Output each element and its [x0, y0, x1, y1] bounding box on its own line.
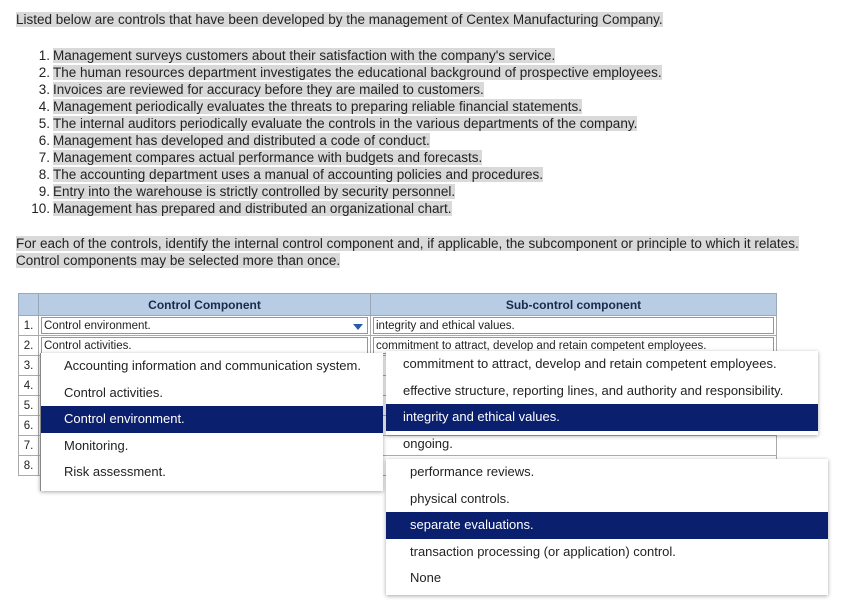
- subcomponent-select-box[interactable]: commitment to attract, develop and retain competent employees.: [373, 337, 774, 354]
- subcomponent-dropdown-menu: [386, 351, 818, 451]
- dropdown-option[interactable]: ongoing.: [403, 435, 453, 451]
- list-item: 5. The internal auditors periodically evaluate the controls in the various departments of the company.: [38, 116, 638, 131]
- row-number: 4.: [19, 376, 39, 396]
- instructions: For each of the controls, identify the internal control component and, if applicable, the subcomponent or principle to which it relates. Control components may be selected more than once.: [16, 236, 799, 268]
- list-item: 9. Entry into the warehouse is strictly controlled by security personnel.: [38, 184, 456, 199]
- list-item: 8. The accounting department uses a manual of accounting policies and procedures.: [38, 167, 544, 182]
- chevron-down-icon[interactable]: [353, 324, 363, 330]
- component-select-box[interactable]: Control environment.: [41, 317, 368, 334]
- component-dropdown-menu: [40, 353, 383, 491]
- table-row: [19, 316, 777, 336]
- list-item: 7. Management compares actual performance with budgets and forecasts.: [38, 150, 483, 165]
- dropdown-option[interactable]: transaction processing (or application) control.: [410, 543, 676, 559]
- dropdown-option[interactable]: effective structure, reporting lines, and authority and responsibility.: [403, 382, 784, 398]
- component-select-box[interactable]: Control activities.: [41, 337, 368, 354]
- list-item: 6. Management has developed and distributed a code of conduct.: [38, 133, 430, 148]
- subcomponent-dropdown-menu-2: [386, 459, 828, 595]
- row-number: 6.: [19, 416, 39, 436]
- table-header-row: [19, 294, 777, 316]
- component-select[interactable]: [39, 316, 371, 336]
- row-number: 5.: [19, 396, 39, 416]
- row-number: 2.: [19, 336, 39, 356]
- column-header-component: Control Component: [39, 294, 371, 316]
- dropdown-option[interactable]: Control activities.: [64, 384, 163, 400]
- list-item: 3. Invoices are reviewed for accuracy before they are mailed to customers.: [38, 82, 484, 97]
- dropdown-option-selected[interactable]: Control environment.: [41, 406, 383, 433]
- list-item: 10. Management has prepared and distributed an organizational chart.: [31, 201, 452, 216]
- row-number: 3.: [19, 356, 39, 376]
- dropdown-option[interactable]: Accounting information and communication system.: [64, 358, 361, 373]
- list-item: 1. Management surveys customers about their satisfaction with the company's service.: [38, 48, 556, 63]
- column-header-subcomponent: Sub-control component: [371, 294, 777, 316]
- row-number-header: [19, 294, 39, 316]
- list-item: 2. The human resources department investigates the educational background of prospective employees.: [38, 65, 662, 80]
- row-number: 1.: [19, 316, 39, 336]
- row-number: 7.: [19, 436, 39, 456]
- dropdown-option-selected[interactable]: separate evaluations.: [386, 512, 828, 539]
- dropdown-option[interactable]: Monitoring.: [64, 437, 129, 453]
- dropdown-option[interactable]: physical controls.: [410, 490, 510, 506]
- list-item: 4. Management periodically evaluates the threats to preparing reliable financial statements.: [38, 99, 583, 114]
- controls-list: [20, 47, 662, 217]
- dropdown-option[interactable]: commitment to attract, develop and retain competent employees.: [403, 356, 777, 371]
- dropdown-option[interactable]: Risk assessment.: [64, 464, 166, 479]
- row-number: 8.: [19, 456, 39, 476]
- dropdown-option[interactable]: None: [410, 570, 442, 585]
- subcomponent-select-box[interactable]: integrity and ethical values.: [373, 317, 774, 334]
- dropdown-option-selected[interactable]: integrity and ethical values.: [386, 404, 818, 431]
- subcomponent-select[interactable]: [371, 316, 777, 336]
- intro-text: Listed below are controls that have been developed by the management of Centex Manufacturing Company.: [16, 12, 663, 27]
- dropdown-option[interactable]: performance reviews.: [410, 464, 535, 479]
